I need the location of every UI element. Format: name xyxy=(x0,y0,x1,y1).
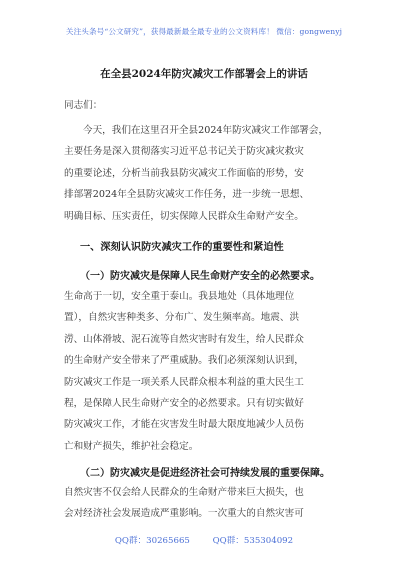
text-line: 明确目标、压实责任，切实保障人民群众生命财产安全。 xyxy=(64,210,304,222)
text-line: 的重要论述，分析当前我县防灾减灾工作面临的形势，安 xyxy=(64,167,304,179)
text-line: 涝、山体滑坡、泥石流等自然灾害时有发生，给人民群众 xyxy=(64,333,304,345)
qq-group-2: QQ群：535304092 xyxy=(212,536,294,546)
text-line: 防灾减灾工作，才能在灾害发生时最大限度地减少人员伤 xyxy=(64,419,304,431)
document-title: 在全县2024年防灾减灾工作部署会上的讲话 xyxy=(100,68,308,80)
text-line: 防灾减灾工作是一项关系人民群众根本利益的重大民生工 xyxy=(64,376,304,388)
text-line: 会对经济社会发展造成严重影响。一次重大的自然灾害可 xyxy=(64,508,304,520)
text-line: 亡和财产损失，维护社会稳定。 xyxy=(64,440,199,452)
text-line: 的生命财产安全带来了严重威胁。我们必须深刻认识到， xyxy=(64,355,304,367)
intro-paragraph xyxy=(64,120,354,227)
salutation: 同志们： xyxy=(64,100,103,111)
subsection-heading: （一）防灾减灾是保障人民生命财产安全的必然要求。 xyxy=(80,271,320,282)
promo-banner: 关注头条号“公文研究”，获得最新最全最专业的公文资料库！ 微信：gongwenyj xyxy=(65,27,343,36)
section-heading: 一、深刻认识防灾减灾工作的重要性和紧迫性 xyxy=(80,241,284,253)
footer-contact xyxy=(0,534,408,546)
text-line: 主要任务是深入贯彻落实习近平总书记关于防灾减灾救灾 xyxy=(64,146,304,158)
subsection-heading: （二）防灾减灾是促进经济社会可持续发展的重要保障。 xyxy=(80,468,330,479)
text-line: 生命高于一切，安全重于泰山。我县地处（具体地理位 xyxy=(64,291,295,302)
text-line: 排部署2024年全县防灾减灾工作任务，进一步统一思想、 xyxy=(64,189,310,201)
text-line: 今天，我们在这里召开全县2024年防灾减灾工作部署会， xyxy=(83,125,329,136)
subsection-paragraph xyxy=(64,482,354,525)
text-line: 自然灾害不仅会给人民群众的生命财产带来巨大损失，也 xyxy=(64,487,304,498)
subsection-paragraph xyxy=(64,286,354,457)
qq-group-1: QQ群：30265665 xyxy=(114,536,190,546)
text-line: 程，是保障人民生命财产安全的必然要求。只有切实做好 xyxy=(64,398,304,410)
text-line: 置），自然灾害种类多、分布广、发生频率高。地震、洪 xyxy=(64,312,300,324)
